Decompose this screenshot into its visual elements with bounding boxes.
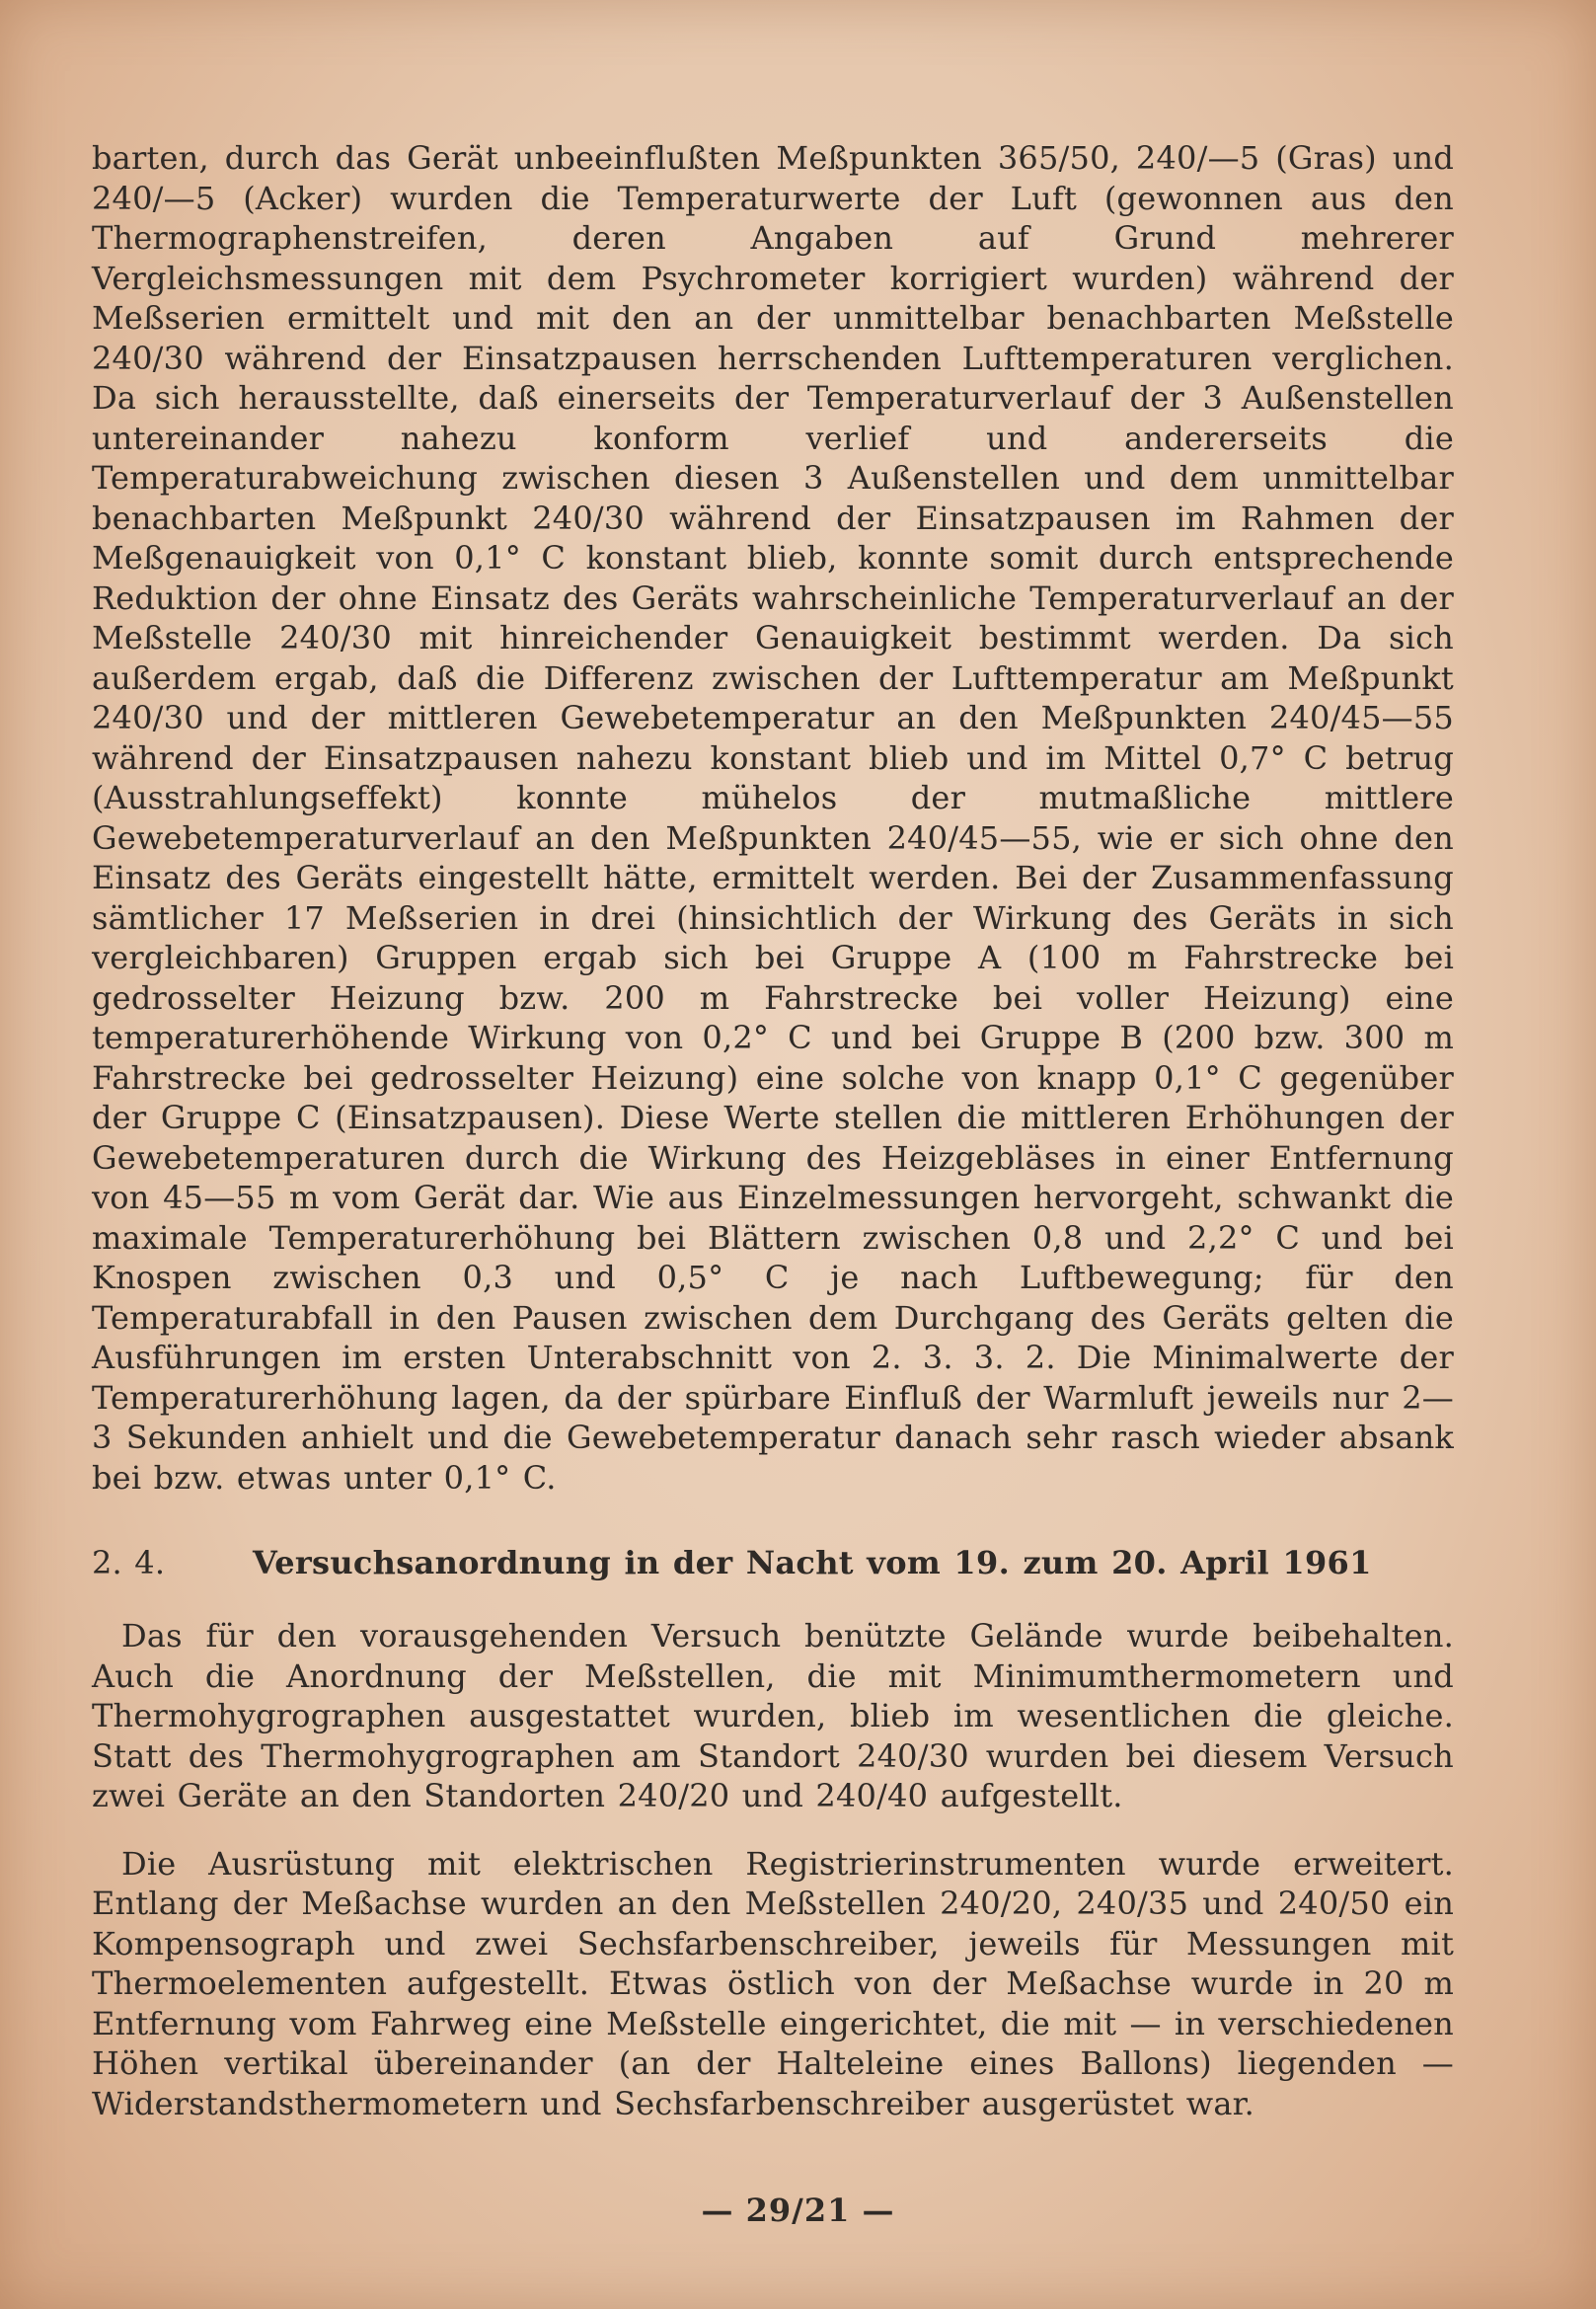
paragraph-terrain: Das für den vorausgehenden Versuch benützte Gelände wurde beibehalten. Auch die Anordnung der Meßstellen, die mit Minimumthermometern und Thermohygrographen ausgestattet wurden, blieb im wesentlichen die gleiche. Statt des Thermohygrographen am Standort 240/30 wurden bei diesem Versuch zwei Geräte an den Standorten 240/20 und 240/40 aufgestellt. [92,1617,1454,1814]
section-heading [92,1543,1454,1582]
paragraph-equipment: Die Ausrüstung mit elektrischen Registrierinstrumenten wurde erweitert. Entlang der Meßachse wurden an den Meßstellen 240/20, 240/35 und 240/50 ein Kompensograph und zwei Sechsfarbenschreiber, jeweils für Messungen mit Thermoelementen aufgestellt. Etwas östlich von der Meßachse wurde in 20 m Entfernung vom Fahrweg eine Meßstelle eingerichtet, die mit — in verschiedenen Höhen vertikal übereinander (an der Halteleine eines Ballons) liegenden — Widerstandsthermometern und Sechsfarbenschreiber ausgerüstet war. [92,1844,1454,2122]
page-number: — 29/21 — [701,2192,895,2229]
paragraph-continued: barten, durch das Gerät unbeeinflußten Meßpunkten 365/50, 240/—5 (Gras) und 240/—5 (Acker) wurden die Temperaturwerte der Luft (gewonnen aus den Thermographenstreifen, deren Angaben auf Grund mehrerer Vergleichsmessungen mit dem Psychrometer korrigiert wurden) während der Meßserien ermittelt und mit den an der unmittelbar benachbarten Meßstelle 240/30 während der Einsatzpausen herrschenden Lufttemperaturen verglichen. Da sich herausstellte, daß einerseits der Temperaturverlauf der 3 Außenstellen untereinander nahezu konform verlief und andererseits die Temperaturabweichung zwischen diesen 3 Außenstellen und dem unmittelbar benachbarten Meßpunkt 240/30 während der Einsatzpausen im Rahmen der Meßgenauigkeit von 0,1° C konstant blieb, konnte somit durch entsprechende Reduktion der ohne Einsatz des Geräts wahrscheinliche Temperaturverlauf an der Meßstelle 240/30 mit hinreichender Genauigkeit bestimmt werden. Da sich außerdem ergab, daß die Differenz zwischen der Lufttemperatur am Meßpunkt 240/30 und der mittleren Gewebetemperatur an den Meßpunkten 240/45—55 während der Einsatzpausen nahezu konstant blieb und im Mittel 0,7° C betrug (Ausstrahlungseffekt) konnte mühelos der mutmaßliche mittlere Gewebetemperaturverlauf an den Meßpunkten 240/45—55, wie er sich ohne den Einsatz des Geräts eingestellt hätte, ermittelt werden. Bei der Zusammenfassung sämtlicher 17 Meßserien in drei (hinsichtlich der Wirkung des Geräts in sich vergleichbaren) Gruppen ergab sich bei Gruppe A (100 m Fahrstrecke bei gedrosselter Heizung bzw. 200 m Fahrstrecke bei voller Heizung) eine temperaturerhöhende Wirkung von 0,2° C und bei Gruppe B (200 bzw. 300 m Fahrstrecke bei gedrosselter Heizung) eine solche von knapp 0,1° C gegenüber der Gruppe C (Einsatzpausen). Diese Werte stellen die mittleren Erhöhungen der Gewebetemperaturen durch die Wirkung des Heizgebläses in einer Entfernung von 45—55 m vom Gerät dar. Wie aus Einzelmessungen hervorgeht, schwankt die maximale Temperaturerhöhung bei Blättern zwischen 0,8 und 2,2° C und bei Knospen zwischen 0,3 und 0,5° C je nach Luftbewegung; für den Temperaturabfall in den Pausen zwischen dem Durchgang des Geräts gelten die Ausführungen im ersten Unterabschnitt von 2. 3. 3. 2. Die Minimalwerte der Temperaturerhöhung lagen, da der spürbare Einfluß der Warmluft jeweils nur 2—3 Sekunden anhielt und die Gewebetemperatur danach sehr rasch wieder absank bei bzw. etwas unter 0,1° C. [92,139,1454,1497]
section-title: Versuchsanordnung in der Nacht vom 19. zum 20. April 1961 [253,1544,1372,1581]
document-body [92,138,1454,2123]
section-number: 2. 4. [92,1544,166,1581]
